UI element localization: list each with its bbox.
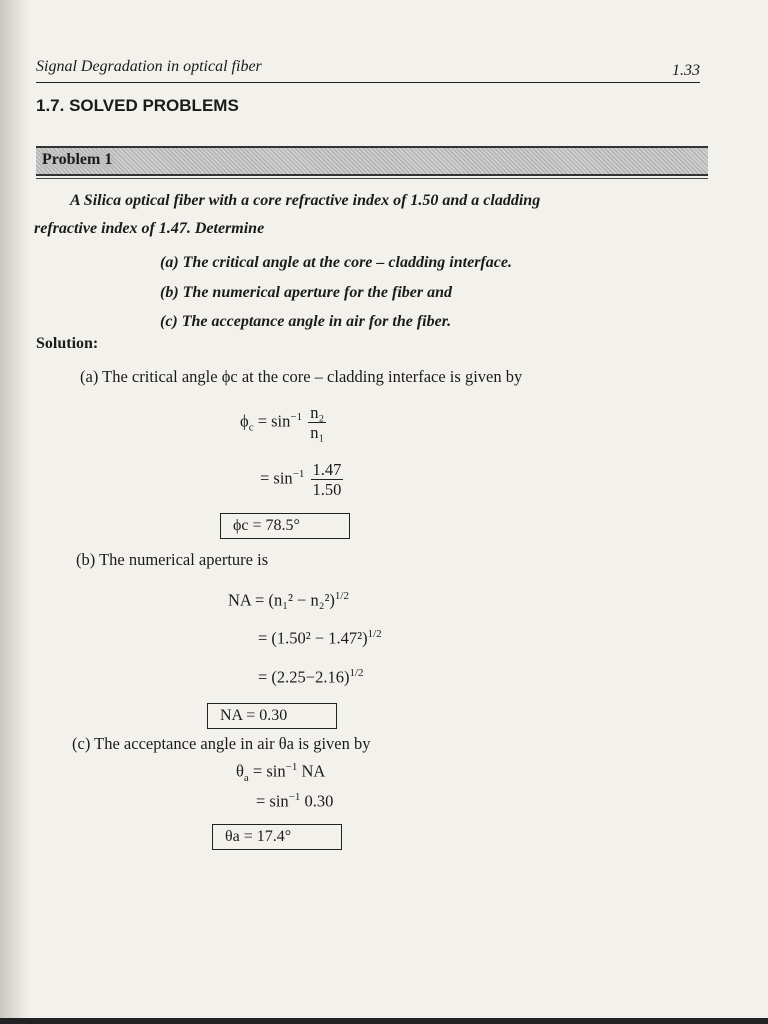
eq-subscript: c	[248, 421, 254, 434]
eq-text: = (2.25−2.16)	[258, 667, 350, 687]
problem-banner-underline	[36, 178, 708, 179]
result-acceptance-angle: θa = 17.4°	[212, 824, 342, 850]
part-c-equation-1	[236, 761, 325, 784]
eq-superscript: −1	[285, 761, 298, 773]
eq-superscript: 1/2	[367, 628, 382, 640]
eq-subscript: a	[243, 771, 249, 784]
eq-rhs: NA	[301, 761, 326, 781]
eq-fraction	[311, 460, 344, 499]
part-c-equation-2	[256, 791, 333, 812]
eq-operator: = sin	[260, 468, 293, 488]
problem-statement-line1: A Silica optical fiber with a core refractive index of 1.50 and a cladding	[70, 192, 541, 209]
eq-text: = (1.50² − 1.47²)	[258, 628, 368, 648]
page-number: 1.33	[672, 62, 700, 79]
problem-label: Problem 1	[42, 151, 113, 168]
problem-item-c: (c) The acceptance angle in air for the fiber.	[160, 313, 452, 330]
eq-denominator: n₁	[310, 423, 325, 442]
part-a-equation-2	[260, 460, 343, 499]
eq-superscript: 1/2	[349, 667, 364, 679]
section-heading: 1.7. SOLVED PROBLEMS	[36, 96, 239, 115]
eq-operator: = sin	[256, 791, 289, 811]
solution-label: Solution:	[36, 335, 99, 352]
binding-shadow	[0, 0, 30, 1024]
eq-superscript: 1/2	[334, 590, 349, 602]
eq-numerator: 1.47	[312, 460, 342, 479]
eq-text: NA = (n₁² − n₂²)	[228, 590, 335, 610]
problem-item-a: (a) The critical angle at the core – cladding interface.	[160, 254, 512, 271]
eq-superscript: −1	[288, 791, 301, 803]
part-b-equation-1	[228, 590, 349, 611]
page-bottom-edge	[0, 1018, 768, 1024]
part-a-intro: (a) The critical angle ϕc at the core – cladding interface is given by	[80, 367, 523, 386]
part-c-intro: (c) The acceptance angle in air θa is given by	[72, 734, 371, 753]
eq-symbol-theta: θ	[236, 761, 244, 781]
eq-denominator: 1.50	[312, 480, 342, 499]
part-b-equation-2	[258, 628, 382, 649]
part-a-equation-1	[240, 403, 326, 442]
running-header	[36, 58, 700, 83]
result-numerical-aperture: NA = 0.30	[207, 703, 337, 729]
eq-superscript: −1	[292, 467, 305, 480]
part-b-equation-3	[258, 667, 364, 688]
problem-banner	[36, 146, 708, 176]
eq-operator: = sin	[252, 761, 286, 781]
part-b-intro: (b) The numerical aperture is	[76, 550, 269, 569]
eq-rhs: 0.30	[304, 791, 334, 811]
eq-operator: = sin	[257, 411, 291, 431]
running-title: Signal Degradation in optical fiber	[36, 58, 262, 75]
eq-superscript: −1	[290, 410, 303, 423]
problem-item-b: (b) The numerical aperture for the fiber and	[160, 284, 452, 301]
eq-fraction	[308, 403, 326, 442]
eq-numerator: n₂	[310, 403, 325, 422]
problem-statement-line2: refractive index of 1.47. Determine	[34, 220, 265, 237]
result-critical-angle: ϕc = 78.5°	[220, 513, 350, 539]
eq-symbol-phi: ϕ	[240, 411, 249, 431]
